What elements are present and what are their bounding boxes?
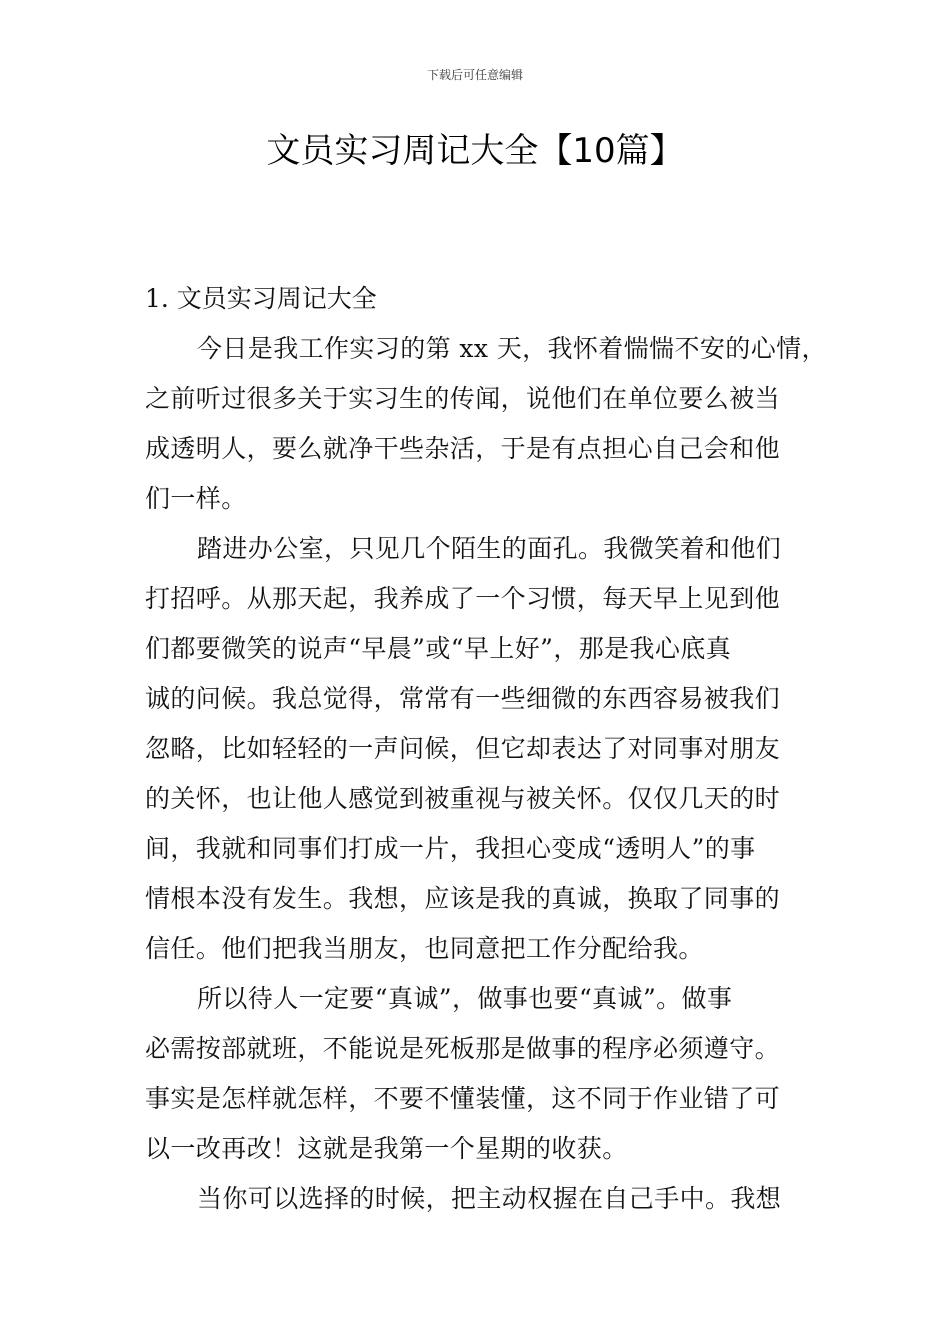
paragraph-2: [145, 524, 810, 974]
text-line: 今日是我工作实习的第 xx 天，我怀着惴惴不安的心情，: [197, 334, 827, 363]
paragraph-3: [145, 974, 810, 1174]
header-note: 下载后可任意编辑: [426, 68, 523, 82]
text-line: 之前听过很多关于实习生的传闻，说他们在单位要么被当: [145, 384, 781, 413]
text-line: 以一改再改！这就是我第一个星期的收获。: [145, 1134, 628, 1163]
section-heading: 1. 文员实习周记大全: [145, 284, 377, 313]
text-line: 间，我就和同事们打成一片，我担心变成“透明人”的事: [145, 834, 756, 863]
text-line: 忽略，比如轻轻的一声问候，但它却表达了对同事对朋友: [145, 734, 781, 763]
text-line: 事实是怎样就怎样，不要不懂装懂，这不同于作业错了可: [145, 1084, 781, 1113]
text-line: 打招呼。从那天起，我养成了一个习惯，每天早上见到他: [145, 584, 781, 613]
paragraph-4: [145, 1174, 810, 1224]
text-line: 当你可以选择的时候，把主动权握在自己手中。我想: [197, 1184, 782, 1213]
text-line: 踏进办公室，只见几个陌生的面孔。我微笑着和他们: [197, 534, 782, 563]
text-line: 所以待人一定要“真诚”，做事也要“真诚”。做事: [197, 984, 733, 1013]
text-line: 的关怀，也让他人感觉到被重视与被关怀。仅仅几天的时: [145, 784, 781, 813]
text-line: 情根本没有发生。我想，应该是我的真诚，换取了同事的: [145, 884, 781, 913]
document-title: 文员实习周记大全【10篇】: [266, 131, 684, 171]
text-line: 们都要微笑的说声“早晨”或“早上好”，那是我心底真: [145, 634, 732, 663]
document-body: [145, 274, 827, 1224]
text-line: 信任。他们把我当朋友，也同意把工作分配给我。: [145, 934, 704, 963]
text-line: 们一样。: [145, 484, 247, 513]
text-line: 成透明人，要么就净干些杂活，于是有点担心自己会和他: [145, 434, 781, 463]
paragraph-1: [145, 324, 827, 524]
text-line: 必需按部就班，不能说是死板那是做事的程序必须遵守。: [145, 1034, 781, 1063]
text-line: 诚的问候。我总觉得，常常有一些细微的东西容易被我们: [145, 684, 781, 713]
